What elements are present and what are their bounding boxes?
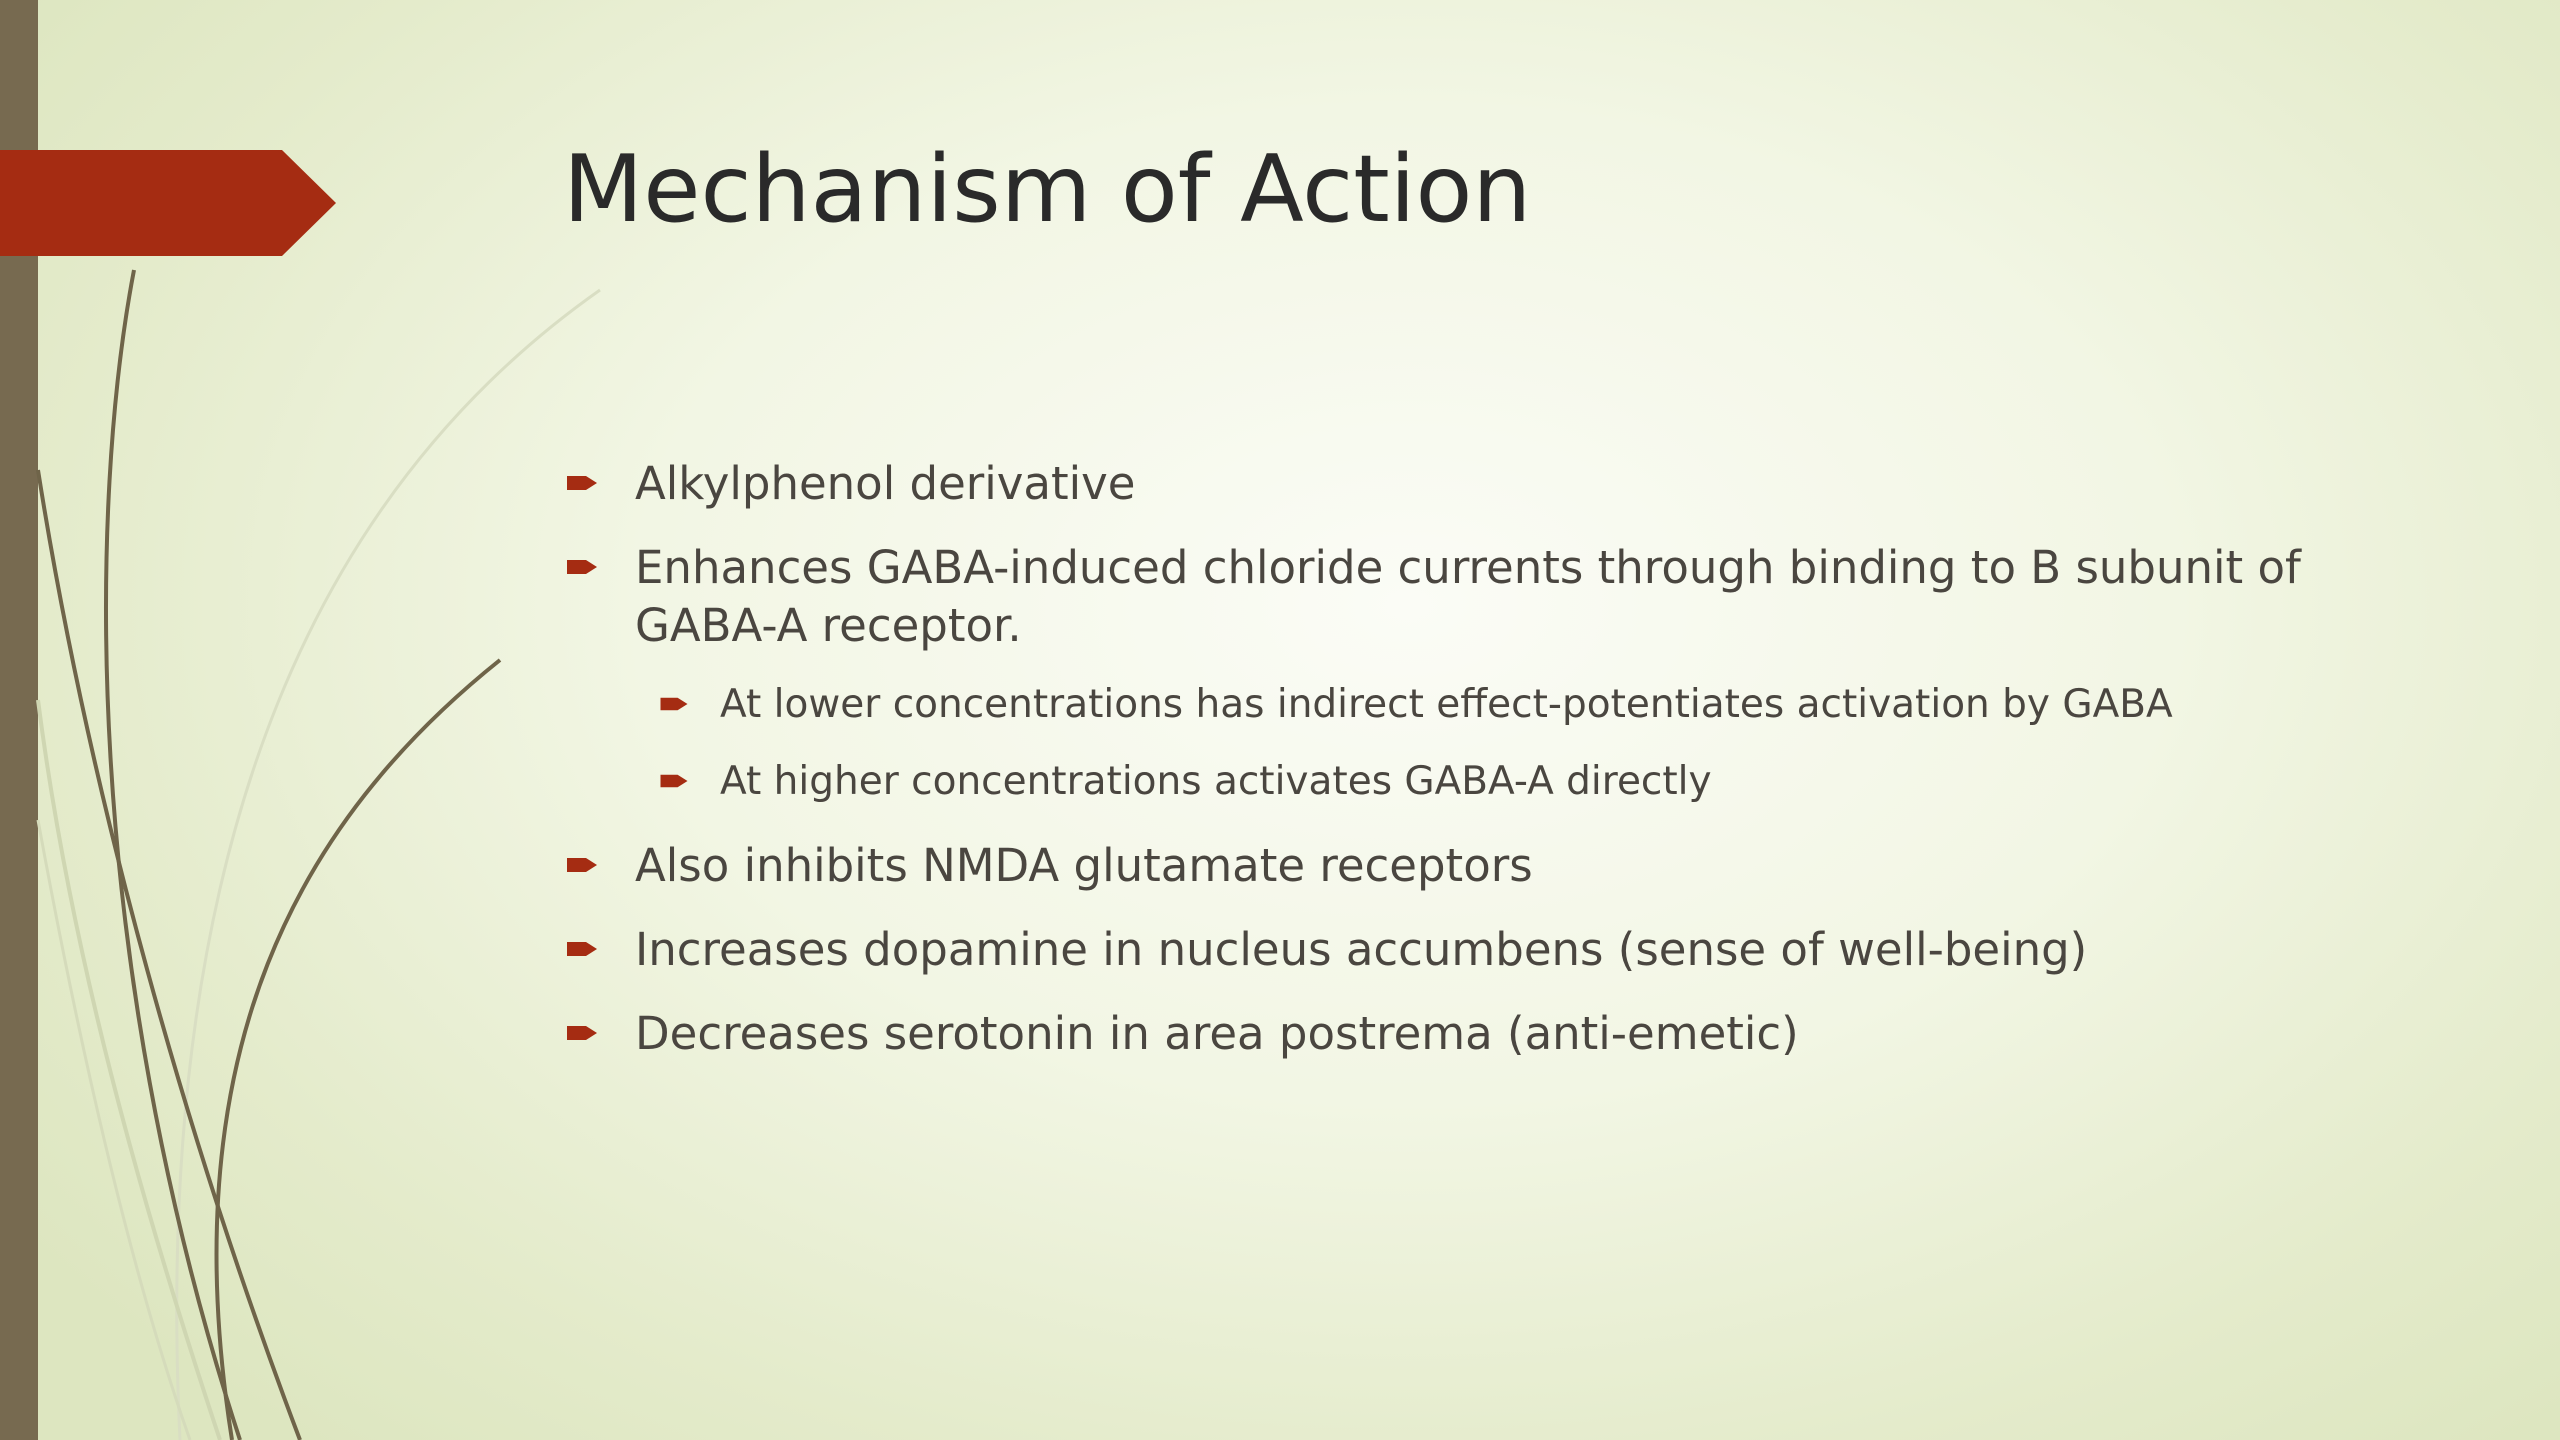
sub-bullet-text: At higher concentrations activates GABA-A directly [720, 759, 1712, 804]
arrow-bullet-icon [660, 695, 688, 713]
bullet-text: Also inhibits NMDA glutamate receptors [635, 839, 1533, 892]
curve-dark-1 [106, 270, 240, 1440]
sub-bullet-item [563, 756, 2383, 808]
curve-faint-3 [38, 820, 190, 1440]
bullet-item [563, 921, 2383, 979]
arrow-bullet-icon [660, 772, 688, 790]
title-accent-arrow [0, 150, 336, 256]
bullet-text: Alkylphenol derivative [635, 457, 1136, 510]
arrow-bullet-icon [567, 939, 597, 959]
curve-faint-2 [38, 700, 220, 1440]
curve-dark-2 [38, 470, 300, 1440]
arrow-bullet-icon [567, 855, 597, 875]
arrow-bullet-icon [567, 473, 597, 493]
bullet-item [563, 1005, 2383, 1063]
bullet-text: Increases dopamine in nucleus accumbens (sense of well-being) [635, 923, 2088, 976]
bullet-text: Decreases serotonin in area postrema (anti-emetic) [635, 1007, 1799, 1060]
bullet-item [563, 539, 2383, 655]
bullet-item [563, 455, 2383, 513]
slide-title: Mechanism of Action [563, 135, 1532, 243]
bullet-text-line-1: Enhances GABA-induced chloride currents through binding to B subunit of [635, 541, 2301, 594]
bullet-list [563, 455, 2383, 1089]
sub-bullet-item [563, 679, 2383, 731]
sub-bullet-text: At lower concentrations has indirect effect-potentiates activation by GABA [720, 682, 2173, 727]
arrow-bullet-icon [567, 1023, 597, 1043]
bullet-item [563, 837, 2383, 895]
bullet-text-line-2: GABA-A receptor. [635, 599, 1022, 652]
arrow-bullet-icon [567, 557, 597, 577]
